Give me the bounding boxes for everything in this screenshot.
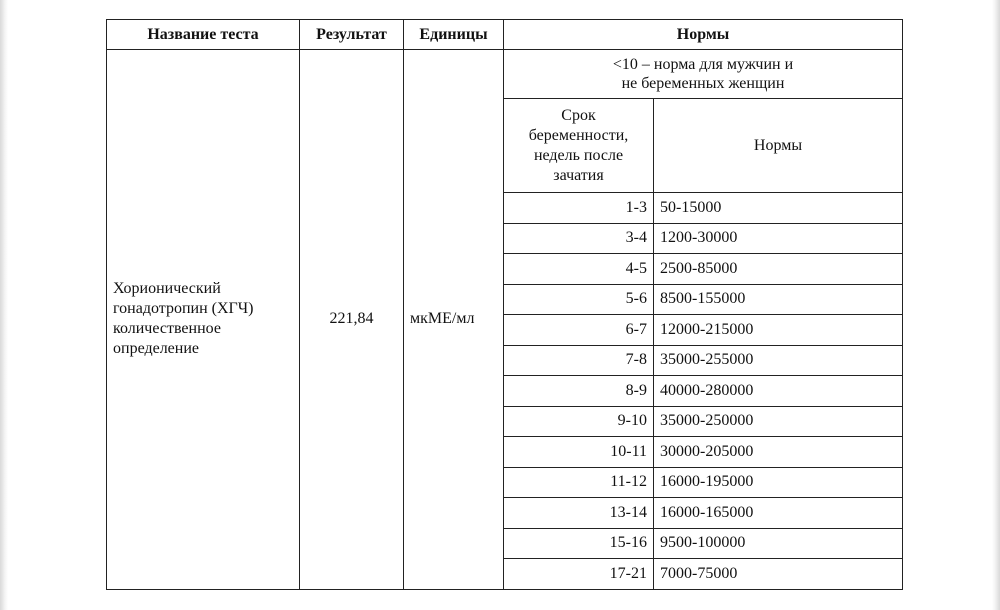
range-cell: 2500-85000: [654, 254, 903, 285]
weeks-cell: 17-21: [504, 559, 654, 590]
weeks-cell: 11-12: [504, 467, 654, 498]
weeks-cell: 6-7: [504, 315, 654, 346]
weeks-cell: 5-6: [504, 284, 654, 315]
weeks-cell: 7-8: [504, 345, 654, 376]
weeks-cell: 1-3: [504, 193, 654, 224]
range-cell: 12000-215000: [654, 315, 903, 346]
general-norm-cell: <10 – норма для мужчин и не беременных женщин: [504, 50, 903, 99]
weeks-cell: 10-11: [504, 437, 654, 468]
weeks-cell: 15-16: [504, 528, 654, 559]
page-edge-left: [0, 0, 8, 610]
range-cell: 7000-75000: [654, 559, 903, 590]
range-cell: 8500-155000: [654, 284, 903, 315]
weeks-cell: 9-10: [504, 406, 654, 437]
range-cell: 40000-280000: [654, 376, 903, 407]
term-header-cell: Срок беременности, недель после зачатия: [504, 99, 654, 193]
range-cell: 35000-250000: [654, 406, 903, 437]
header-test-name: Название теста: [107, 20, 300, 50]
header-result: Результат: [300, 20, 404, 50]
range-cell: 30000-205000: [654, 437, 903, 468]
test-name-cell: Хорионический гонадотропин (ХГЧ) количественное определение: [107, 50, 300, 590]
weeks-cell: 13-14: [504, 498, 654, 529]
lab-results-table: [106, 19, 903, 590]
table-header-row: [107, 20, 903, 50]
range-cell: 9500-100000: [654, 528, 903, 559]
general-norm-row: [107, 50, 903, 99]
weeks-cell: 4-5: [504, 254, 654, 285]
weeks-cell: 3-4: [504, 223, 654, 254]
range-cell: 50-15000: [654, 193, 903, 224]
range-cell: 35000-255000: [654, 345, 903, 376]
range-cell: 16000-195000: [654, 467, 903, 498]
weeks-cell: 8-9: [504, 376, 654, 407]
header-norms: Нормы: [504, 20, 903, 50]
page-edge-right: [992, 0, 1000, 610]
result-value: 221,84: [300, 50, 404, 590]
range-cell: 16000-165000: [654, 498, 903, 529]
header-units: Единицы: [404, 20, 504, 50]
units-cell: мкМЕ/мл: [404, 50, 504, 590]
norm-header-cell: Нормы: [654, 99, 903, 193]
range-cell: 1200-30000: [654, 223, 903, 254]
